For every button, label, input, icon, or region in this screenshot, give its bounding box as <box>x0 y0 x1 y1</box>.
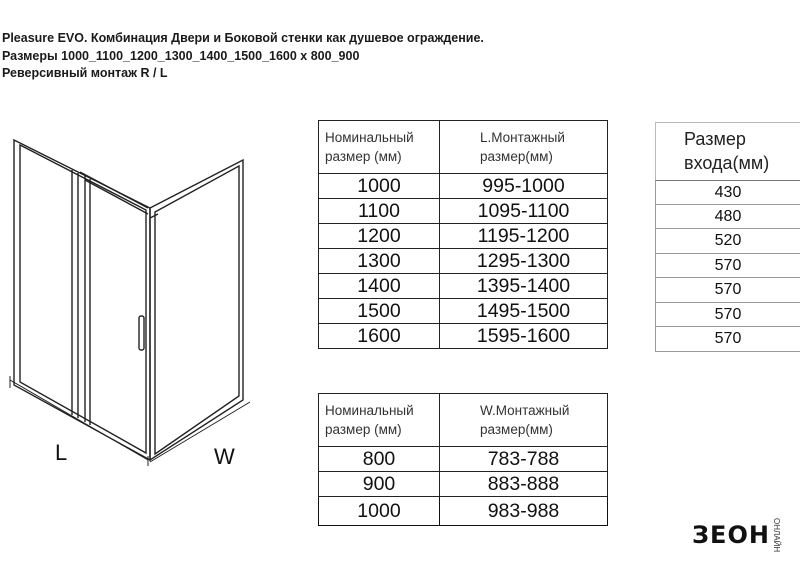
table-row <box>319 324 608 349</box>
table-row <box>319 224 608 249</box>
table-row <box>319 497 608 526</box>
table-cell: 883-888 <box>440 472 608 497</box>
header-line-1: Pleasure EVO. Комбинация Двери и Боковой стенки как душевое ограждение. <box>2 31 484 45</box>
table-cell: 1595-1600 <box>440 324 608 349</box>
table-cell: 900 <box>319 472 440 497</box>
list-item: 430 <box>655 180 800 205</box>
table-cell: 1500 <box>319 299 440 324</box>
table-cell: 995-1000 <box>440 174 608 199</box>
table-cell: 983-988 <box>440 497 608 526</box>
list-item: 520 <box>655 229 800 254</box>
table-cell: 1495-1500 <box>440 299 608 324</box>
list-item: 570 <box>655 254 800 279</box>
table-cell: 1400 <box>319 274 440 299</box>
logo-sub: ОНЛАЙН <box>771 518 781 553</box>
header-line-3: Реверсивный монтаж R / L <box>2 66 168 80</box>
brand-logo <box>692 518 781 552</box>
table-cell: 800 <box>319 447 440 472</box>
table-cell: 1295-1300 <box>440 249 608 274</box>
list-item: 480 <box>655 205 800 230</box>
table-cell: 1300 <box>319 249 440 274</box>
table-row <box>319 472 608 497</box>
logo-word: ЗЕОН <box>692 521 770 550</box>
table-w-mounting-size <box>318 393 608 526</box>
header-line-2: Размеры 1000_1100_1200_1300_1400_1500_1600 x 800_900 <box>2 48 360 63</box>
table-cell: 783-788 <box>440 447 608 472</box>
dimension-label-w: W <box>214 444 235 469</box>
table-row <box>319 199 608 224</box>
table-w-col1-header: Номинальный размер (мм) <box>319 394 440 447</box>
shower-enclosure-drawing <box>0 120 260 480</box>
table-w-col2-header: W.Монтажный размер(мм) <box>440 394 608 447</box>
table-row <box>319 447 608 472</box>
list-item: 570 <box>655 327 800 352</box>
table-cell: 1100 <box>319 199 440 224</box>
table-row <box>319 299 608 324</box>
table-entry-header-cell <box>655 122 800 180</box>
table-cell: 1600 <box>319 324 440 349</box>
table-cell: 1395-1400 <box>440 274 608 299</box>
table-row <box>319 274 608 299</box>
table-l-mounting-size <box>318 120 608 349</box>
table-cell: 1000 <box>319 174 440 199</box>
dimension-label-l: L <box>55 440 68 465</box>
table-row <box>319 174 608 199</box>
table-l-col2-header: L.Монтажный размер(мм) <box>440 121 608 174</box>
document-header <box>2 30 484 83</box>
table-l-col1-header: Номинальный размер (мм) <box>319 121 440 174</box>
table-cell: 1000 <box>319 497 440 526</box>
table-cell: 1095-1100 <box>440 199 608 224</box>
table-entry-header: Размер входа(мм) <box>684 129 770 173</box>
list-item: 570 <box>655 303 800 328</box>
table-row <box>319 249 608 274</box>
table-cell: 1195-1200 <box>440 224 608 249</box>
table-cell: 1200 <box>319 224 440 249</box>
list-item: 570 <box>655 278 800 303</box>
